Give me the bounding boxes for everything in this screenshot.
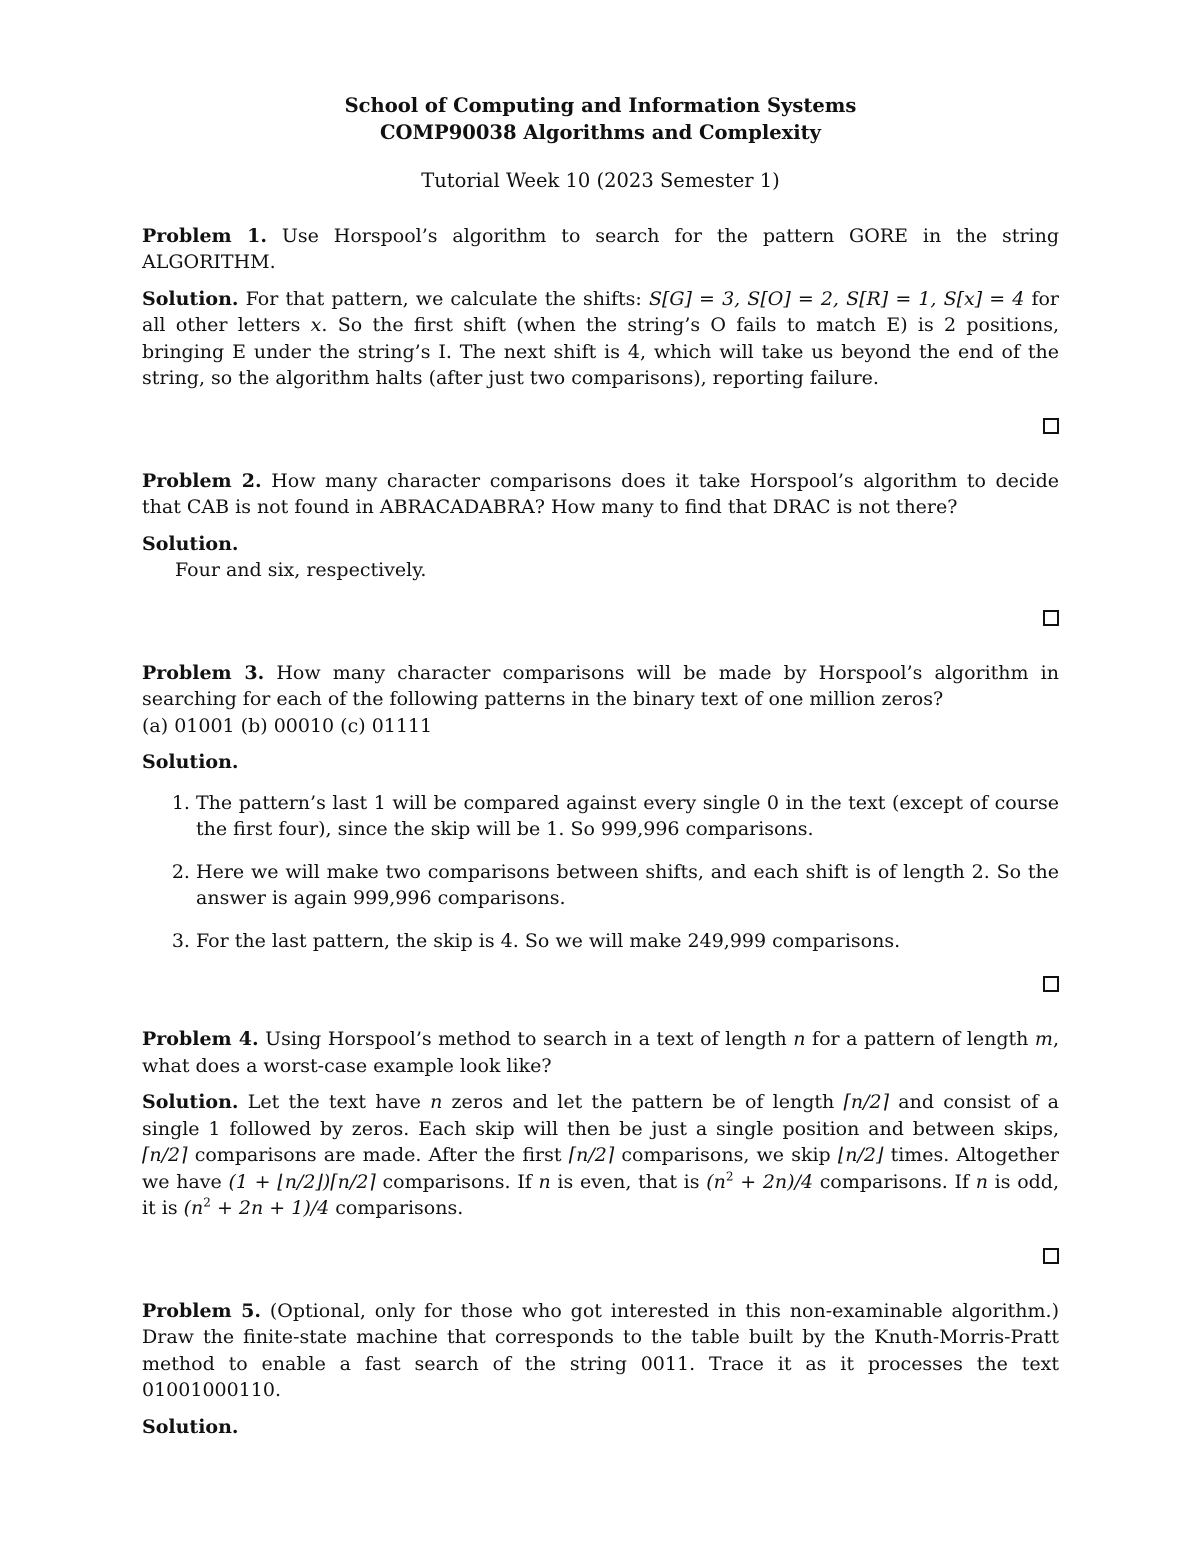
qed-1: [142, 412, 1059, 438]
document-header: [142, 92, 1059, 195]
problem-4-label: Problem 4.: [142, 1028, 259, 1050]
problem-1: [142, 223, 1059, 276]
problem-3-label: Problem 3.: [142, 661, 265, 684]
list-item: 3. For the last pattern, the skip is 4. So we will make 249,999 comparisons.: [196, 928, 1059, 955]
qed-square-icon: [1043, 1248, 1059, 1264]
solution-1: Solution. For that pattern, we calculate the shifts: S[G] = 3, S[O] = 2, S[R] = 1, S[x] = 4 for all other letters x. So the first shift (when the string’s O fails to match E) is 2 positions, bringing E under the string’s I. The next shift is 4, which will take us beyond the end of the string, so the algorithm halts (after just two comparisons), reporting failure.: [142, 287, 1060, 389]
course-title: COMP90038 Algorithms and Complexity: [379, 121, 822, 144]
tutorial-title: Tutorial Week 10 (2023 Semester 1): [421, 169, 780, 192]
qed-square-icon: [1043, 610, 1059, 626]
document-content: [142, 92, 1059, 1440]
solution-2-text: Four and six, respectively.: [175, 559, 427, 581]
solution-3: [142, 749, 1059, 954]
problem-2-label: Problem 2.: [142, 469, 262, 492]
solution-2-label: Solution.: [142, 532, 239, 555]
problem-3-options: (a) 01001 (b) 00010 (c) 01111: [142, 714, 433, 737]
school-name: School of Computing and Information Systems: [344, 94, 857, 117]
solution-4: Solution. Let the text have n zeros and let the pattern be of length ⌈n/2⌉ and consist of a single 1 followed by zeros. Each skip will then be just a single position and between skips, ⌈n/2⌉ comparisons are made. After the first ⌈n/2⌉ comparisons, we skip ⌊n/2⌋ times. Altogether we have (1 + ⌊n/2⌋)⌈n/2⌉ comparisons. If n is even, that is $(n^2 + 2n)/4$ comparisons. If n is odd, it is $(n^2 + 2n + 1)/4$ comparisons.: [142, 1091, 1059, 1219]
solution-3-label: Solution.: [142, 751, 239, 773]
problem-5-text: (Optional, only for those who got interested in this non-examinable algorithm.) Draw the finite-state machine that corresponds to the table built by the Knuth-Morris-Pratt method to enable a fast search of the string 0011. Trace it as it processes the text 01001000110.: [142, 1299, 1059, 1401]
problem-4: Problem 4. Using Horspool’s method to search in a text of length n for a pattern of length m, what does a worst-case example look like?: [142, 1028, 1059, 1077]
solution-2: [142, 531, 1059, 584]
problem-3-text: How many character comparisons will be made by Horspool’s algorithm in searching for each of the following patterns in the binary text of one million zeros?: [142, 661, 1059, 710]
problem-1-text: Use Horspool’s algorithm to search for the pattern GORE in the string ALGORITHM.: [142, 224, 1060, 273]
solution-4-label: Solution.: [142, 1091, 239, 1113]
problem-1-label: Problem 1.: [142, 224, 267, 247]
qed-square-icon: [1043, 976, 1059, 992]
qed-square-icon: [1043, 418, 1059, 434]
problem-5-label: Problem 5.: [142, 1299, 261, 1322]
qed-2: [142, 604, 1059, 630]
shift-table-math: S[G] = 3, S[O] = 2, S[R] = 1, S[x] = 4: [648, 287, 1025, 310]
list-item: 2. Here we will make two comparisons between shifts, and each shift is of length 2. So the answer is again 999,996 comparisons.: [196, 859, 1059, 912]
solution-1-label: Solution.: [142, 287, 239, 310]
qed-3: [142, 970, 1059, 996]
problem-2: [142, 468, 1059, 521]
solution-3-list: [142, 790, 1059, 955]
list-item: 1. The pattern’s last 1 will be compared against every single 0 in the text (except of course the first four), since the skip will be 1. So 999,996 comparisons.: [196, 790, 1059, 843]
problem-5: [142, 1298, 1059, 1404]
qed-4: [142, 1242, 1059, 1268]
solution-5: [142, 1414, 1059, 1441]
solution-5-label: Solution.: [142, 1415, 239, 1438]
problem-2-text: How many character comparisons does it take Horspool’s algorithm to decide that CAB is not found in ABRACADABRA? How many to find that DRAC is not there?: [142, 469, 1059, 518]
problem-3: [142, 660, 1059, 740]
